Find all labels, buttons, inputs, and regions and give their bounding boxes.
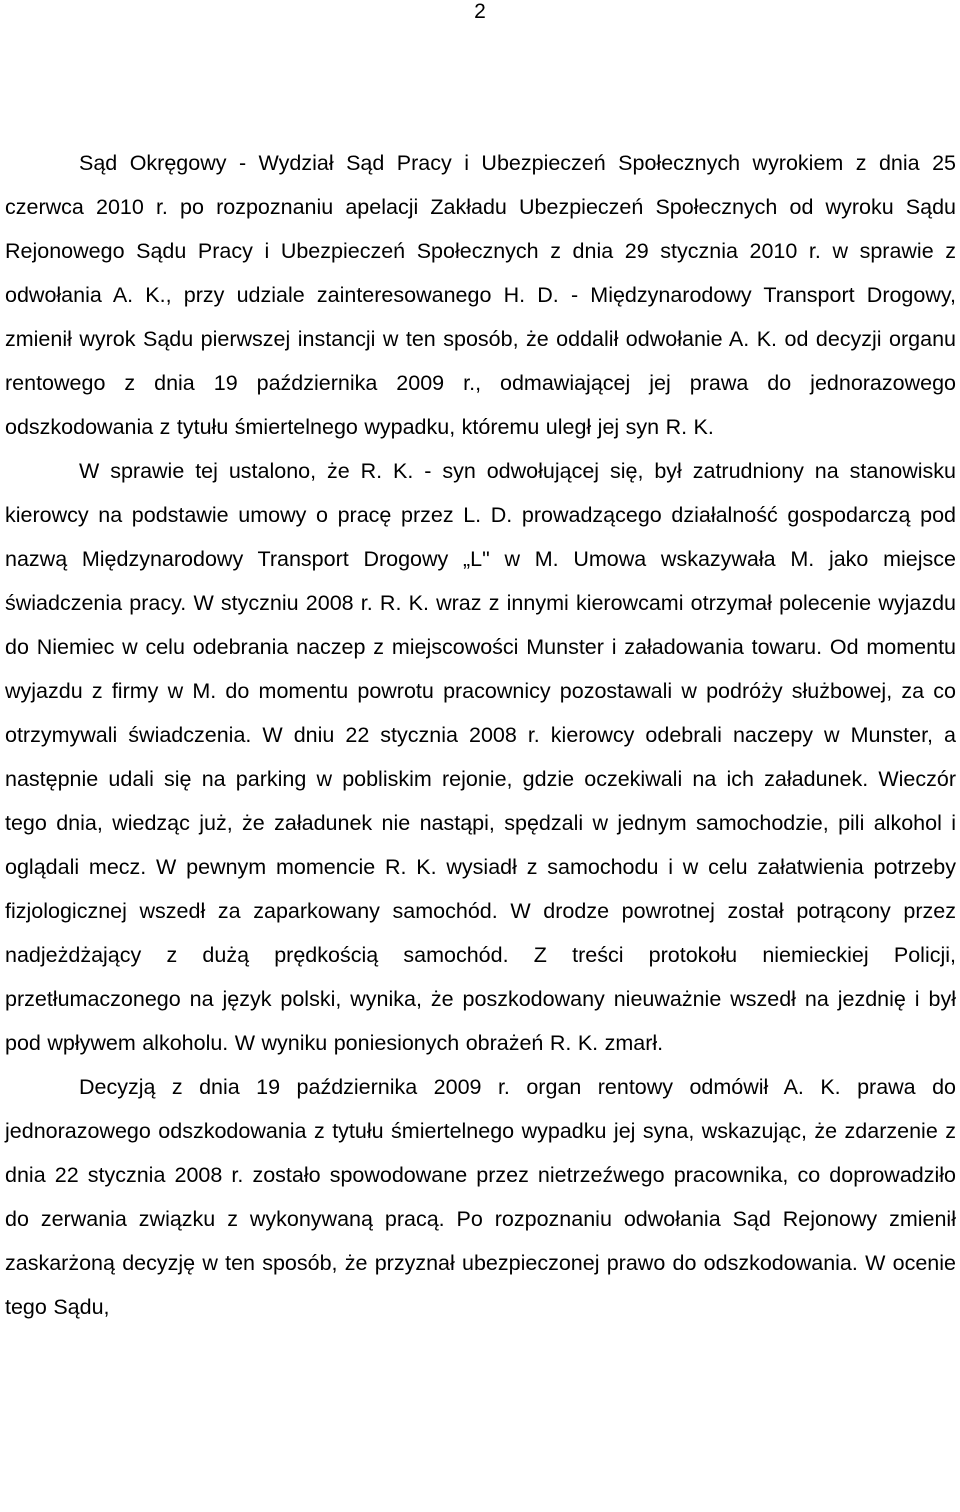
page-number: 2 bbox=[474, 0, 486, 23]
paragraph-facts: W sprawie tej ustalono, że R. K. - syn odwołującej się, był zatrudniony na stanowisku kierowcy na podstawie umowy o pracę przez L. D. prowadzącego działalność gospodarczą pod nazwą Międzynarodowy Transport Drogowy „L" w M. Umowa wskazywała M. jako miejsce świadczenia pracy. W styczniu 2008 r. R. K. wraz z innymi kierowcami otrzymał polecenie wyjazdu do Niemiec w celu odebrania naczep z miejscowości Munster i załadowania towaru. Od momentu wyjazdu z firmy w M. do momentu powrotu pracownicy pozostawali w podróży służbowej, za co otrzymywali świadczenia. W dniu 22 stycznia 2008 r. kierowcy odebrali naczepy w Munster, a następnie udali się na parking w pobliskim rejonie, gdzie oczekiwali na ich załadunek. Wieczór tego dnia, wiedząc już, że załadunek nie nastąpi, spędzali w jednym samochodzie, pili alkohol i oglądali mecz. W pewnym momencie R. K. wysiadł z samochodu i w celu załatwienia potrzeby fizjologicznej wszedł za zaparkowany samochód. W drodze powrotnej został potrącony przez nadjeżdżający z dużą prędkością samochód. Z treści protokołu niemieckiej Policji, przetłumaczonego na język polski, wynika, że poszkodowany nieuważnie wszedł na jezdnię i był pod wpływem alkoholu. W wyniku poniesionych obrażeń R. K. zmarł. bbox=[5, 459, 956, 1055]
paragraph-decision: Decyzją z dnia 19 października 2009 r. organ rentowy odmówił A. K. prawa do jednorazowego odszkodowania z tytułu śmiertelnego wypadku jej syna, wskazując, że zdarzenie z dnia 22 stycznia 2008 r. zostało spowodowane przez nietrzeźwego pracownika, co doprowadziło do zerwania związku z wykonywaną pracą. Po rozpoznaniu odwołania Sąd Rejonowy zmienił zaskarżoną decyzję w ten sposób, że przyznał ubezpieczonej prawo do odszkodowania. W ocenie tego Sądu, bbox=[5, 1075, 956, 1319]
paragraph-judgment: Sąd Okręgowy - Wydział Sąd Pracy i Ubezpieczeń Społecznych wyrokiem z dnia 25 czerwca 2010 r. po rozpoznaniu apelacji Zakładu Ubezpieczeń Społecznych od wyroku Sądu Rejonowego Sądu Pracy i Ubezpieczeń Społecznych z dnia 29 stycznia 2010 r. w sprawie z odwołania A. K., przy udziale zainteresowanego H. D. - Międzynarodowy Transport Drogowy, zmienił wyrok Sądu pierwszej instancji w ten sposób, że oddalił odwołanie A. K. od decyzji organu rentowego z dnia 19 października 2009 r., odmawiającej jej prawa do jednorazowego odszkodowania z tytułu śmiertelnego wypadku, któremu uległ jej syn R. K. bbox=[5, 151, 956, 439]
document-body bbox=[5, 141, 956, 1329]
